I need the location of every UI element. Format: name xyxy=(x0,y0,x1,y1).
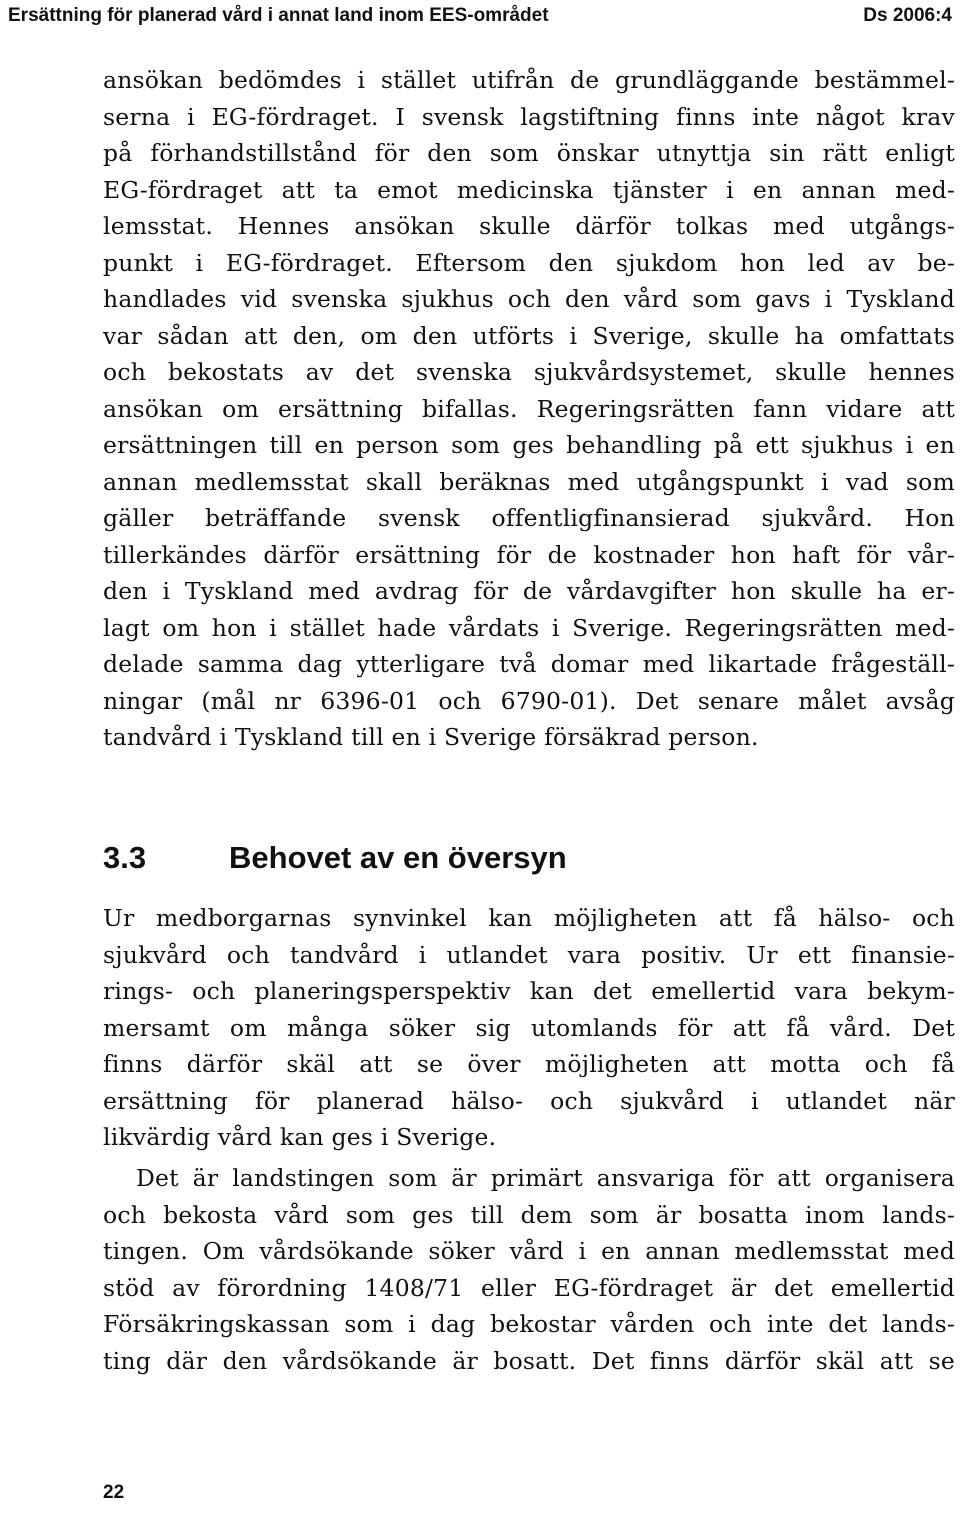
text-line: tillerkändes därför ersättning för de kostnader hon haft för vår- xyxy=(103,540,955,569)
body-paragraph-3 xyxy=(103,1160,955,1379)
text-line: ting där den vårdsökande är bosatt. Det finns därför skäl att se xyxy=(103,1346,955,1375)
text-line: tandvård i Tyskland till en i Sverige försäkrad person. xyxy=(103,723,759,751)
text-line: lagt om hon i stället hade vårdats i Sverige. Regeringsrätten med- xyxy=(103,613,955,642)
text-line: delade samma dag ytterligare två domar med likartade frågeställ- xyxy=(103,650,955,678)
text-line: den i Tyskland med avdrag för de vårdavgifter hon skulle ha er- xyxy=(103,577,955,605)
text-line: finns därför skäl att se över möjligheten att motta och få xyxy=(103,1050,955,1078)
text-line: handlades vid svenska sjukhus och den vård som gavs i Tyskland xyxy=(103,285,955,313)
section-number: 3.3 xyxy=(103,840,147,875)
text-line: ansökan om ersättning bifallas. Regeringsrätten fann vidare att xyxy=(103,394,955,423)
text-line: stöd av förordning 1408/71 eller EG-fördraget är det emellertid xyxy=(103,1273,955,1302)
text-line: likvärdig vård kan ges i Sverige. xyxy=(103,1123,497,1151)
text-line: ansökan bedömdes i stället utifrån de grundläggande bestämmel- xyxy=(103,66,955,94)
page-number: 22 xyxy=(103,1482,125,1503)
text-line: mersamt om många söker sig utomlands för att få vård. Det xyxy=(103,1013,955,1042)
text-line: Försäkringskassan som i dag bekostar vården och inte det lands- xyxy=(103,1310,955,1338)
text-line: gäller beträffande svensk offentligfinansierad sjukvård. Hon xyxy=(103,504,955,532)
text-line: ningar (mål nr 6396-01 och 6790-01). Det senare målet avsåg xyxy=(103,686,955,715)
text-line: serna i EG-fördraget. I svensk lagstiftning finns inte något krav xyxy=(103,102,955,131)
text-line: Det är landstingen som är primärt ansvariga för att organisera xyxy=(136,1164,955,1192)
text-line: Ur medborgarnas synvinkel kan möjligheten att få hälso- och xyxy=(103,904,955,932)
text-line: tingen. Om vårdsökande söker vård i en annan medlemsstat med xyxy=(103,1237,955,1265)
body-paragraph-1 xyxy=(103,62,955,756)
body-paragraph-2 xyxy=(103,900,955,1156)
text-line: EG-fördraget att ta emot medicinska tjänster i en annan med- xyxy=(103,175,955,204)
text-line: ersättning för planerad hälso- och sjukvård i utlandet när xyxy=(103,1086,955,1115)
running-header xyxy=(0,4,960,34)
text-line: lemsstat. Hennes ansökan skulle därför tolkas med utgångs- xyxy=(103,212,955,240)
text-line: annan medlemsstat skall beräknas med utgångspunkt i vad som xyxy=(103,467,955,496)
text-line: och bekostats av det svenska sjukvårdsystemet, skulle hennes xyxy=(103,358,955,386)
text-line: rings- och planeringsperspektiv kan det emellertid vara bekym- xyxy=(103,977,955,1005)
text-line: sjukvård och tandvård i utlandet vara positiv. Ur ett finansie- xyxy=(103,940,955,969)
running-header-doc-id: Ds 2006:4 xyxy=(863,5,952,26)
section-heading xyxy=(103,838,567,878)
text-line: ersättningen till en person som ges behandling på ett sjukhus i en xyxy=(103,431,955,459)
text-line: på förhandstillstånd för den som önskar utnyttja sin rätt enligt xyxy=(103,139,955,167)
text-line: punkt i EG-fördraget. Eftersom den sjukdom hon led av be- xyxy=(103,248,955,277)
text-line: och bekosta vård som ges till dem som är bosatta inom lands- xyxy=(103,1200,955,1229)
section-title: Behovet av en översyn xyxy=(229,840,567,875)
running-header-title: Ersättning för planerad vård i annat land inom EES-området xyxy=(8,5,549,26)
text-line: var sådan att den, om den utförts i Sverige, skulle ha omfattats xyxy=(103,321,955,350)
